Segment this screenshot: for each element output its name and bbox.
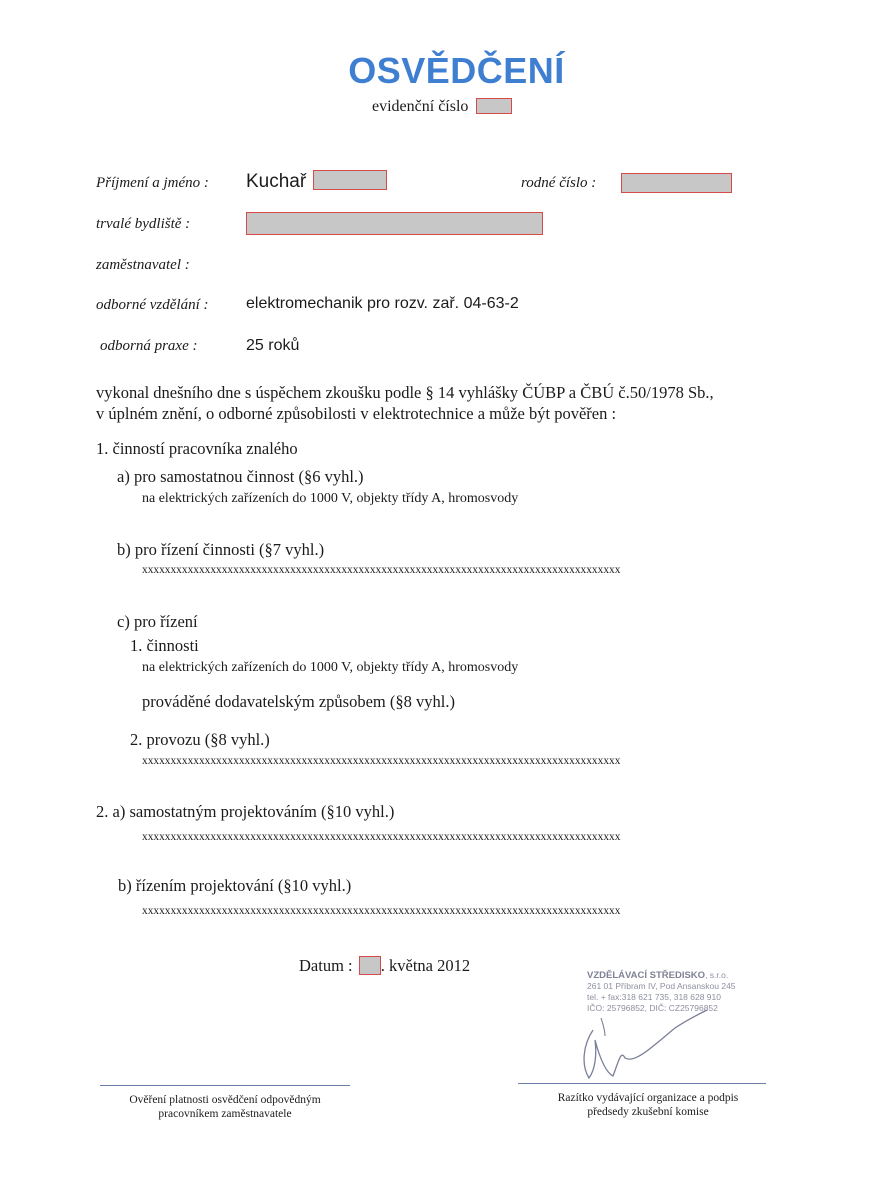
right-footer-line-1: Razítko vydávající organizace a podpis: [557, 1092, 739, 1104]
stamp-ids: IČO: 25796852, DIČ: CZ25796852: [587, 1003, 718, 1013]
section-1c1: 1. činnosti: [130, 636, 199, 655]
surname: Kuchař: [246, 171, 307, 192]
left-footer-line-2: pracovníkem zaměstnavatele: [158, 1108, 292, 1120]
date-label: Datum :: [299, 956, 353, 975]
address-redaction: [246, 212, 543, 235]
document-title: OSVĚDČENÍ: [348, 50, 565, 91]
name-redaction: [313, 170, 387, 190]
evidence-number: [372, 98, 512, 116]
intro-line-1: vykonal dnešního dne s úspěchem zkoušku podle § 14 vyhlášky ČÚBP a ČBÚ č.50/1978 Sb.,: [96, 383, 714, 402]
section-2a: 2. a) samostatným projektováním (§10 vyhl.): [96, 802, 395, 821]
section-1b-crossed: xxxxxxxxxxxxxxxxxxxxxxxxxxxxxxxxxxxxxxxxxxxxxxxxxxxxxxxxxxxxxxxxxxxxxxxxxxxxxxxxxxxx: [142, 564, 621, 576]
right-footer-caption: [518, 1091, 778, 1119]
left-footer-caption: [100, 1093, 350, 1121]
stamp-address: 261 01 Příbram IV, Pod Ansanskou 245: [587, 981, 736, 991]
signature-icon: [575, 1000, 725, 1085]
stamp-organization-suffix: , s.r.o.: [705, 970, 729, 980]
education-value: elektromechanik pro rozv. zař. 04-63-2: [246, 295, 519, 312]
section-1c2-crossed: xxxxxxxxxxxxxxxxxxxxxxxxxxxxxxxxxxxxxxxxxxxxxxxxxxxxxxxxxxxxxxxxxxxxxxxxxxxxxxxxxxxx: [142, 755, 621, 767]
practice-label: odborná praxe :: [100, 338, 198, 354]
intro-line-2: v úplném znění, o odborné způsobilosti v elektrotechnice a může být pověřen :: [96, 404, 617, 423]
employer-label: zaměstnavatel :: [96, 257, 190, 273]
left-signature-line: [100, 1085, 350, 1086]
section-1c: c) pro řízení: [117, 612, 198, 631]
date-month-year: . května 2012: [380, 956, 471, 975]
right-footer-line-2: předsedy zkušební komise: [587, 1106, 709, 1118]
date-day-redaction: [359, 956, 381, 975]
stamp-organization-name: VZDĚLÁVACÍ STŘEDISKO: [587, 970, 706, 981]
address-label: trvalé bydliště :: [96, 216, 191, 232]
section-1c1-contract: prováděné dodavatelským způsobem (§8 vyhl.): [142, 692, 455, 711]
right-signature-line: [518, 1083, 766, 1084]
section-2b: b) řízením projektování (§10 vyhl.): [118, 876, 352, 895]
date: [299, 956, 470, 976]
section-2b-crossed: xxxxxxxxxxxxxxxxxxxxxxxxxxxxxxxxxxxxxxxxxxxxxxxxxxxxxxxxxxxxxxxxxxxxxxxxxxxxxxxxxxxx: [142, 905, 621, 917]
section-1a: a) pro samostatnou činnost (§6 vyhl.): [117, 467, 364, 486]
section-1a-detail: na elektrických zařízeních do 1000 V, objekty třídy A, hromosvody: [142, 491, 519, 506]
evidence-number-label: evidenční číslo: [372, 98, 469, 115]
name-value: [246, 170, 387, 193]
left-footer-line-1: Ověření platnosti osvědčení odpovědným: [129, 1094, 321, 1106]
birth-number-label: rodné číslo :: [521, 175, 597, 191]
evidence-number-redaction: [476, 98, 512, 114]
stamp-phone: tel. + fax:318 621 735, 318 628 910: [587, 992, 721, 1002]
section-1c1-detail: na elektrických zařízeních do 1000 V, objekty třídy A, hromosvody: [142, 660, 519, 675]
section-2a-crossed: xxxxxxxxxxxxxxxxxxxxxxxxxxxxxxxxxxxxxxxxxxxxxxxxxxxxxxxxxxxxxxxxxxxxxxxxxxxxxxxxxxxx: [142, 831, 621, 843]
practice-value: 25 roků: [246, 337, 300, 354]
section-1c2: 2. provozu (§8 vyhl.): [130, 730, 270, 749]
section-1-heading: 1. činností pracovníka znalého: [96, 439, 298, 458]
education-label: odborné vzdělání :: [96, 297, 209, 313]
name-label: Příjmení a jméno :: [96, 175, 209, 191]
birth-number-redaction: [621, 173, 732, 193]
section-1b: b) pro řízení činnosti (§7 vyhl.): [117, 540, 325, 559]
